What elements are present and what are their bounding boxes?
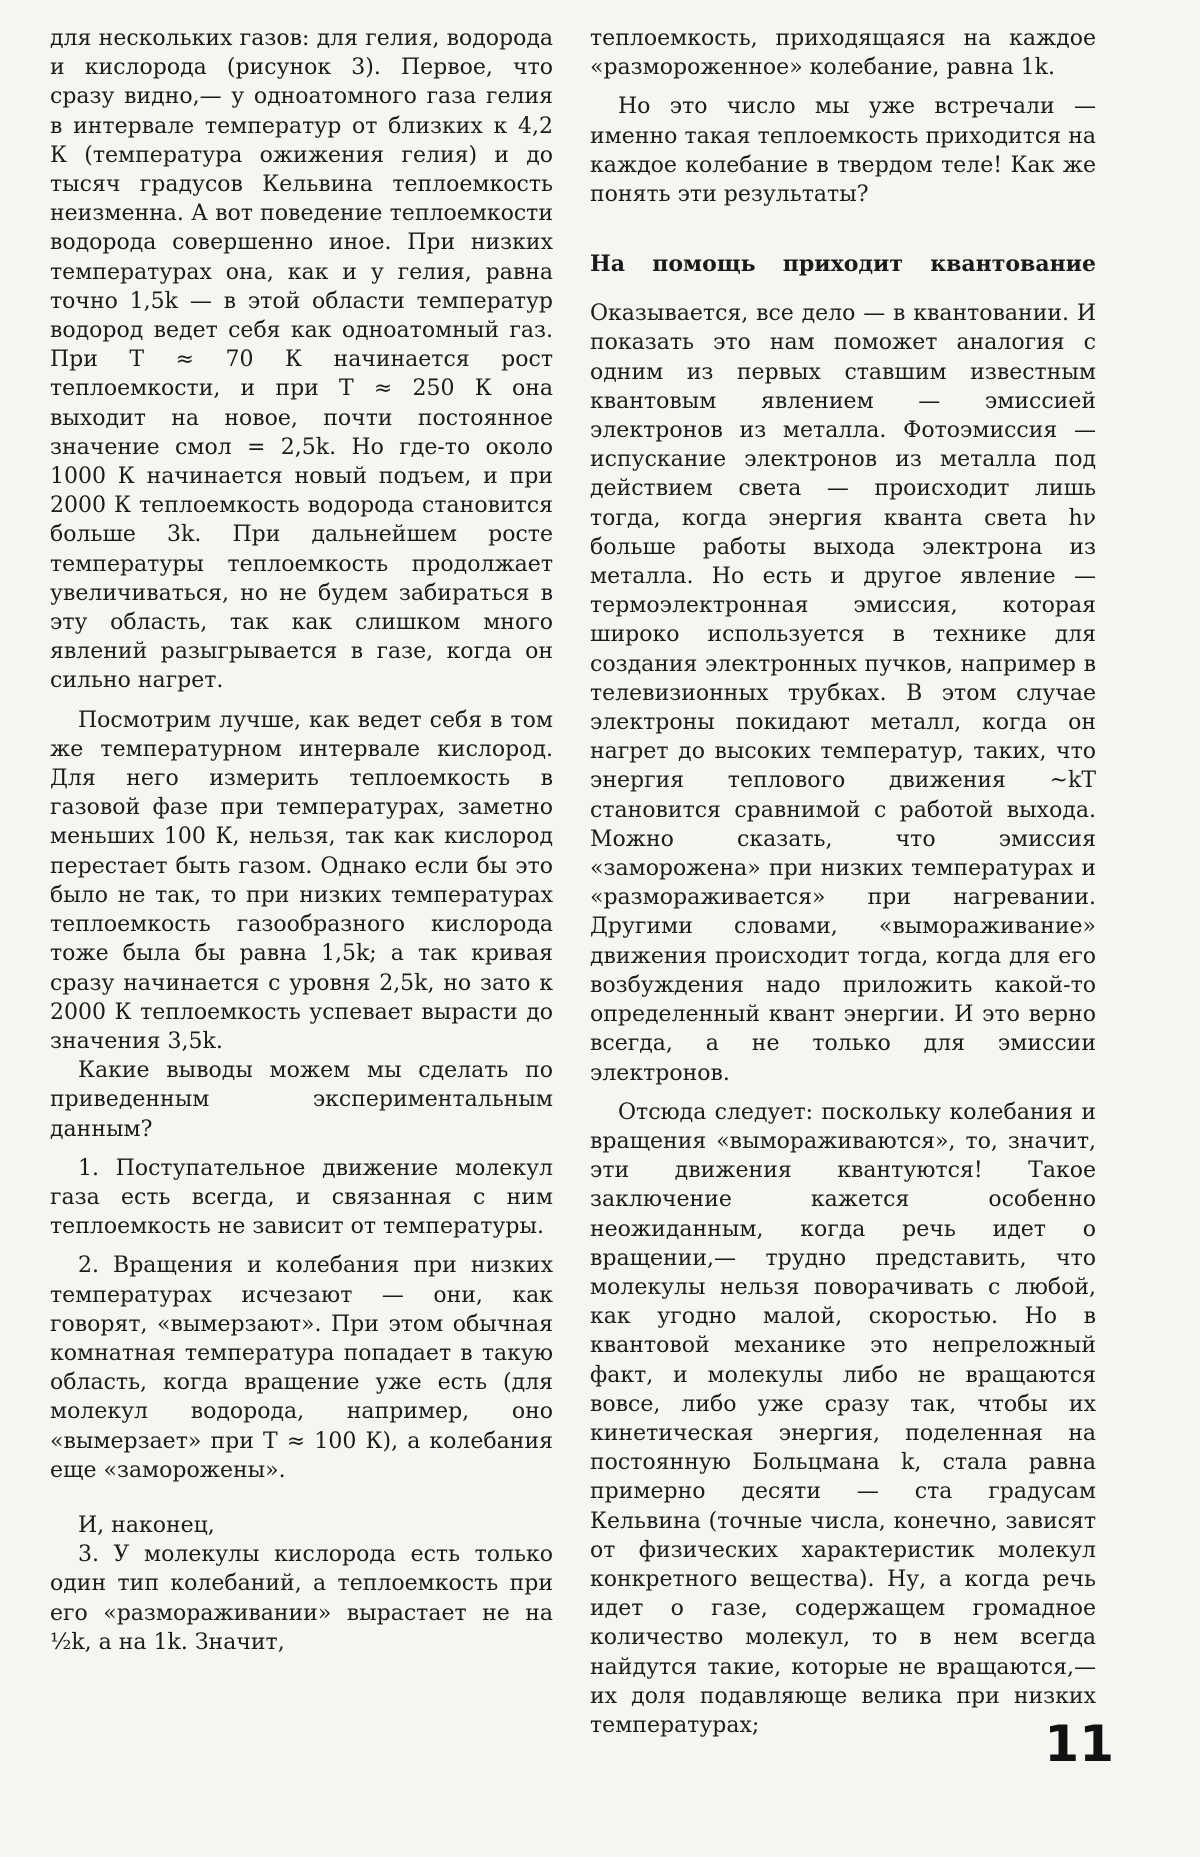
paragraph: Оказывается, все дело — в квантовании. И показать это нам поможет аналогия с одним из первых ставшим известным квантовым явлением — эмиссией электронов из металла. Фотоэмиссия — испускание электронов из металла под действием света — происходит лишь тогда, когда энергия кванта света hν больше работы выхода электрона из металла. Но есть и другое явление — термоэлектронная эмиссия, которая широко используется в технике для создания электронных пучков, например в телевизионных трубках. В этом случае электроны покидают металл, когда он нагрет до высоких температур, таких, что энергия теплового движения ~kT становится сравнимой с работой выхода. Можно сказать, что эмиссия «заморожена» при низких температурах и «размораживается» при нагревании. Другими словами, «вымораживание» движения происходит тогда, когда для его возбуждения надо приложить какой-то определенный квант энергии. И это верно всегда, а не только для эмиссии электронов. bbox=[590, 301, 1096, 1086]
paragraph: Отсюда следует: поскольку колебания и вращения «вымораживаются», то, значит, эти движения квантуются! Такое заключение кажется особенно неожиданным, когда речь идет о вращении,— трудно представить, что молекулы нельзя поворачивать с любой, как угодно малой, скоростью. Но в квантовой механике это непреложный факт, и молекулы либо не вращаются вовсе, либо уже сразу так, чтобы их кинетическая энергия, поделенная на постоянную Больцмана k, стала равна примерно десяти — ста градусам Кельвина (точные числа, конечно, зависят от физических характеристик молекул конкретного вещества). Ну, а когда речь идет о газе, содержащем громадное количество молекул, то в нем всегда найдутся такие, которые не вращаются,— их доля подавляюще велика при низких температурах; bbox=[590, 1099, 1096, 1738]
list-item: 2. Вращения и колебания при низких температурах исчезают — они, как говорят, «вымерзают». При этом обычная комнатная температура попадает в такую область, когда вращение уже есть (для молекул водорода, например, оно «вымерзает» при T ≈ 100 К), а колебания еще «заморожены». bbox=[50, 1253, 553, 1483]
right-column bbox=[590, 24, 1096, 1740]
paragraph: Но это число мы уже встречали — именно такая теплоемкость приходится на каждое колебание в твердом теле! Как же понять эти результаты? bbox=[590, 94, 1096, 208]
paragraph: теплоемкость, приходящаяся на каждое «размороженное» колебание, равна 1k. bbox=[590, 26, 1096, 81]
list-item: 3. У молекулы кислорода есть только один тип колебаний, а теплоемкость при его «размораживании» вырастает не на ½k, а на 1k. Значит, bbox=[50, 1542, 553, 1655]
paragraph: И, наконец, bbox=[78, 1512, 215, 1538]
section-heading: На помощь приходит квантование bbox=[590, 251, 1096, 278]
paragraph: для нескольких газов: для гелия, водорода и кислорода (рисунок 3). Первое, что сразу видно,— у одноатомного газа гелия в интервале температур от близких к 4,2 К (температура ожижения гелия) и до тысяч градусов Кельвина теплоемкость неизменна. А вот поведение теплоемкости водорода совершенно иное. При низких температурах она, как и у гелия, равна точно 1,5k — в этой области температур водород ведет себя как одноатомный газ. При T ≈ 70 К начинается рост теплоемкости, и при T ≈ 250 К она выходит на новое, почти постоянное значение cмол = 2,5k. Но где-то около 1000 К начинается новый подъем, и при 2000 К теплоемкость водорода становится больше 3k. При дальнейшем росте температуры теплоемкость продолжает увеличиваться, но не будем забираться в эту область, так как слишком много явлений разыгрывается в газе, когда он сильно нагрет. bbox=[50, 26, 553, 694]
page-number: 11 bbox=[1044, 1715, 1114, 1773]
paragraph: Посмотрим лучше, как ведет себя в том же температурном интервале кислород. Для него измерить теплоемкость в газовой фазе при температурах, заметно меньших 100 К, нельзя, так как кислород перестает быть газом. Однако если бы это было не так, то при низких температурах теплоемкость газообразного кислорода тоже была бы равна 1,5k; а так кривая сразу начинается с уровня 2,5k, но зато к 2000 К теплоемкость успевает вырасти до значения 3,5k. bbox=[50, 707, 553, 1054]
list-item: 1. Поступательное движение молекул газа есть всегда, и связанная с ним теплоемкость не зависит от температуры. bbox=[50, 1155, 553, 1240]
left-column bbox=[50, 24, 553, 1657]
paragraph: Какие выводы можем мы сделать по приведенным экспериментальным данным? bbox=[50, 1058, 553, 1142]
